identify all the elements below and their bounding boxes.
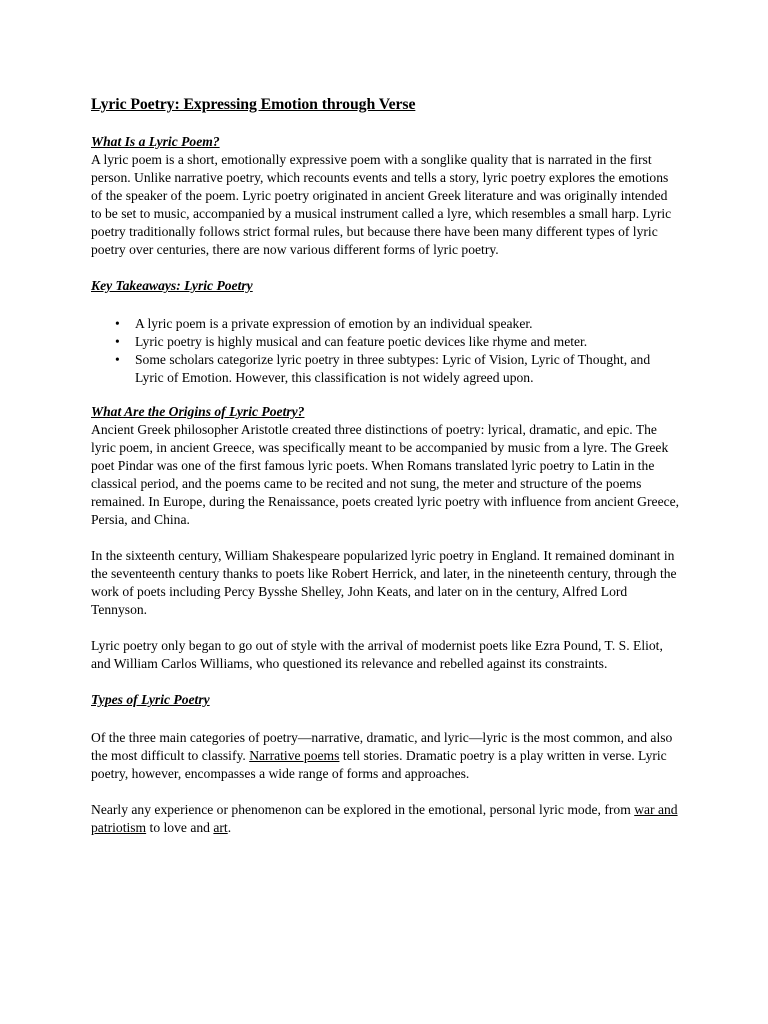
text-span: tell stories. Dramatic poetry is a play written in verse. Lyric poetry, however, encompasses a wide range of forms and approaches. bbox=[91, 748, 667, 781]
document-title: Lyric Poetry: Expressing Emotion through Verse bbox=[91, 96, 416, 113]
list-item: • Lyric poetry is highly musical and can feature poetic devices like rhyme and meter. bbox=[135, 333, 681, 351]
paragraph-origins-1: Ancient Greek philosopher Aristotle created three distinctions of poetry: lyrical, dramatic, and epic. The lyric poem, in ancient Greece, was specifically meant to be accompanied by music from a lyre. The Greek poet Pindar was one of the first famous lyric poets. When Romans translated lyric poetry to Latin in the classical period, and the poems came to be recited and not sung, the meter and structure of the poems remained. In Europe, during the Renaissance, poets created lyric poetry with influence from ancient Greece, Persia, and China. bbox=[91, 422, 680, 527]
text-span: Nearly any experience or phenomenon can be explored in the emotional, personal lyric mode, from bbox=[91, 802, 635, 817]
text-span: to love and bbox=[146, 820, 214, 835]
paragraph-what-is: A lyric poem is a short, emotionally expressive poem with a songlike quality that is narrated in the first person. Unlike narrative poetry, which recounts events and tells a story, lyric poetry explores the emotions of the speaker of the poem. Lyric poetry originated in ancient Greek literature and was originally intended to be set to music, accompanied by a musical instrument called a lyre, which resembles a small harp. Lyric poetry traditionally follows strict formal rules, but because there have been many different types of lyric poetry over centuries, there are now various different forms of lyric poetry. bbox=[91, 152, 672, 257]
text-span: Of the three main categories of poetry—narrative, dramatic, and lyric—lyric is the most common, and also the most difficult to classify. bbox=[91, 730, 673, 763]
section-heading-key-takeaways: Key Takeaways: Lyric Poetry bbox=[91, 278, 253, 293]
narrative-poems-link[interactable]: Narrative poems bbox=[249, 748, 340, 763]
text-span: . bbox=[227, 820, 232, 835]
key-takeaways-list bbox=[91, 315, 681, 387]
paragraph-origins-2: In the sixteenth century, William Shakespeare popularized lyric poetry in England. It remained dominant in the seventeenth century thanks to poets like Robert Herrick, and later, in the nineteenth century, through the work of poets including Percy Bysshe Shelley, John Keats, and later on in the century, Alfred Lord Tennyson. bbox=[91, 548, 677, 617]
section-heading-what-is: What Is a Lyric Poem? bbox=[91, 134, 220, 149]
paragraph-types-1 bbox=[91, 729, 681, 783]
paragraph-origins-3: Lyric poetry only began to go out of style with the arrival of modernist poets like Ezra Pound, T. S. Eliot, and William Carlos Williams, who questioned its relevance and rebelled against its constraints. bbox=[91, 638, 663, 671]
art-link[interactable]: art bbox=[213, 820, 228, 835]
paragraph-types-2 bbox=[91, 801, 681, 837]
war-and-patriotism-link[interactable]: war and patriotism bbox=[91, 802, 678, 835]
section-heading-types: Types of Lyric Poetry bbox=[91, 692, 210, 707]
list-item: • Some scholars categorize lyric poetry in three subtypes: Lyric of Vision, Lyric of Thought, and Lyric of Emotion. However, this classification is not widely agreed upon. bbox=[135, 351, 681, 387]
section-heading-origins: What Are the Origins of Lyric Poetry? bbox=[91, 404, 305, 419]
list-item: • A lyric poem is a private expression of emotion by an individual speaker. bbox=[135, 315, 681, 333]
document-body bbox=[91, 95, 681, 837]
